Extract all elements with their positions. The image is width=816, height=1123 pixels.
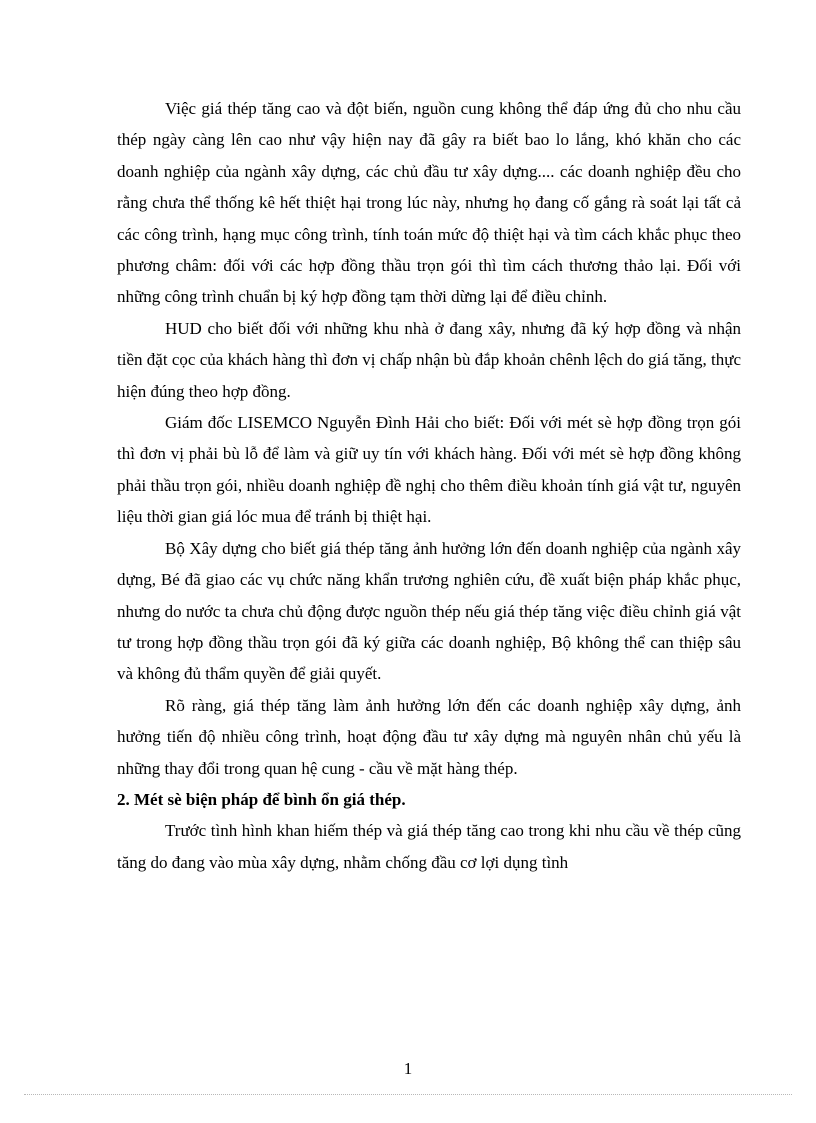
document-body [117, 93, 741, 878]
paragraph-hud: HUD cho biết đối với những khu nhà ở đang xây, nhưng đã ký hợp đồng và nhận tiền đặt cọc của khách hàng thì đơn vị chấp nhận bù đắp khoản chênh lệch do giá tăng, thực hiện đúng theo hợp đồng. [117, 318, 741, 401]
paragraph-lisemco: Giám đốc LISEMCO Nguyễn Đình Hải cho biết: Đối với mét sè hợp đồng trọn gói thì đơn vị phải bù lỗ để làm và giữ uy tín với khách hàng. Đối với mét sè hợp đồng không phải thầu trọn gói, nhiều doanh nghiệp đề nghị cho thêm điều khoản tính giá vật tư, nguyên liệu thời gian giá lóc mua để tránh bị thiệt hại. [117, 413, 741, 527]
section-heading: 2. Mét sè biện pháp để bình ổn giá thép. [117, 789, 406, 809]
paragraph-measures: Trước tình hình khan hiếm thép và giá thép tăng cao trong khi nhu cầu về thép cũng tăng do đang vào mùa xây dựng, nhằm chống đầu cơ lợi dụng tình [117, 821, 741, 872]
footer-divider [24, 1094, 792, 1095]
paragraph-ministry: Bộ Xây dựng cho biết giá thép tăng ảnh hưởng lớn đến doanh nghiệp của ngành xây dựng, Bé đã giao các vụ chức năng khẩn trương nghiên cứu, đề xuất biện pháp khắc phục, nhưng do nước ta chưa chủ động được nguồn thép nếu giá thép tăng việc điều chỉnh giá vật tư trong hợp đồng thầu trọn gói đã ký giữa các doanh nghiệp, Bộ không thể can thiệp sâu và không đủ thẩm quyền để giải quyết. [117, 538, 741, 684]
paragraph-steel-price-impact: Việc giá thép tăng cao và đột biến, nguồn cung không thể đáp ứng đủ cho nhu cầu thép ngày càng lên cao như vậy hiện nay đã gây ra biết bao lo lắng, khó khăn cho các doanh nghiệp của ngành xây dựng, các chủ đầu tư xây dựng.... các doanh nghiệp đều cho rằng chưa thể thống kê hết thiệt hại trong lúc này, nhưng họ đang cố gắng rà soát lại tất cả các công trình, hạng mục công trình, tính toán mức độ thiệt hại và tìm cách khắc phục theo phương châm: đối với các hợp đồng thầu trọn gói thì tìm cách thương thảo lại. Đối với những công trình chuẩn bị ký hợp đồng tạm thời dừng lại để điều chỉnh. [117, 99, 741, 307]
page-number: 1 [403, 1059, 413, 1078]
paragraph-conclusion: Rõ ràng, giá thép tăng làm ảnh hưởng lớn đến các doanh nghiệp xây dựng, ảnh hưởng tiến độ nhiều công trình, hoạt động đầu tư xây dựng mà nguyên nhân chủ yếu là những thay đổi trong quan hệ cung - cầu về mặt hàng thép. [117, 695, 741, 778]
